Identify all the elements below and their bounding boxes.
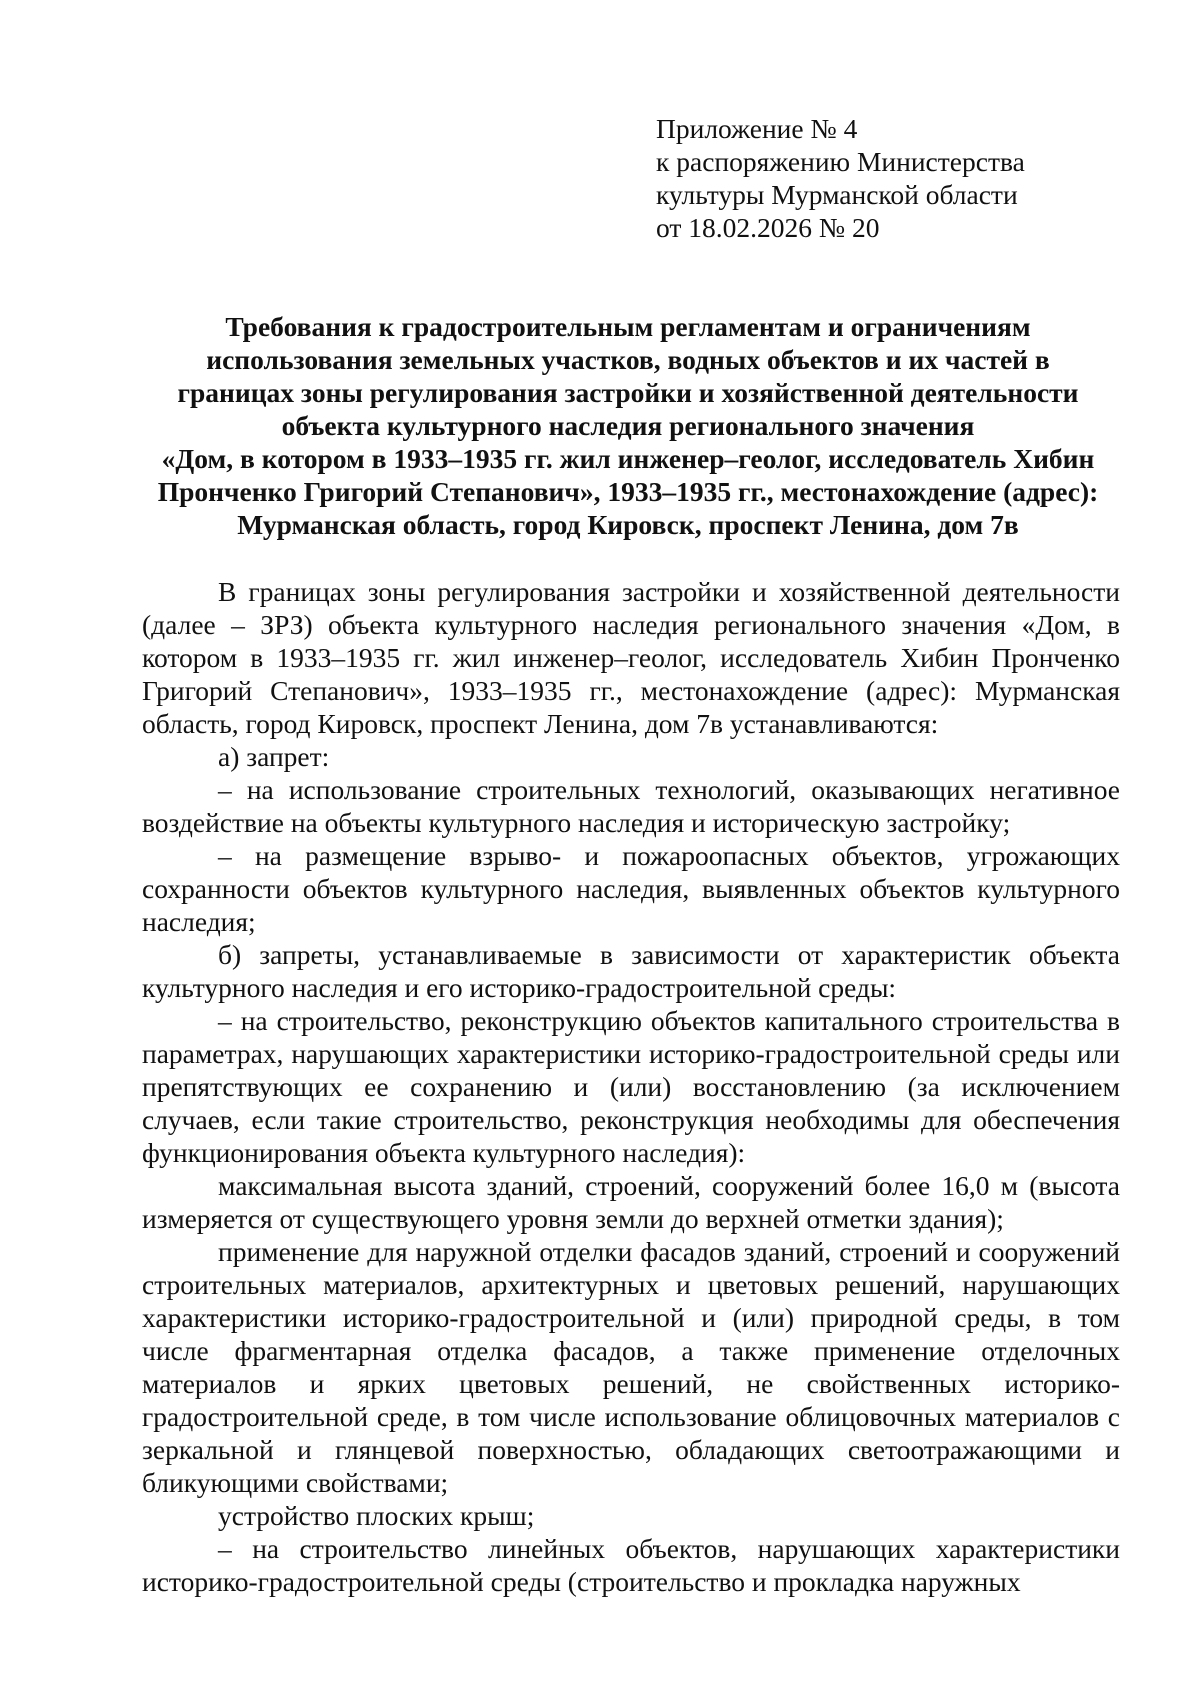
appendix-header bbox=[656, 112, 1025, 244]
body-paragraph: – на строительство линейных объектов, нарушающих характеристики историко-градостроительной среды (строительство и прокладка наружных bbox=[142, 1533, 1120, 1597]
body-paragraph: б) запреты, устанавливаемые в зависимости от характеристик объекта культурного наследия и его историко-градостроительной среды: bbox=[142, 939, 1120, 1003]
body-paragraph: – на использование строительных технологий, оказывающих негативное воздействие на объекты культурного наследия и историческую застройку; bbox=[142, 774, 1120, 838]
appendix-line: Приложение № 4 bbox=[656, 113, 858, 144]
title-line: Пронченко Григорий Степанович», 1933–1935 гг., местонахождение (адрес): bbox=[157, 476, 1099, 507]
document-title bbox=[136, 310, 1120, 541]
title-line: объекта культурного наследия регионального значения bbox=[281, 410, 975, 441]
body-paragraph: применение для наружной отделки фасадов зданий, строений и сооружений строительных материалов, архитектурных и цветовых решений, нарушающих характеристики историко-градостроительной и (или) природной среды, в том числе фрагментарная отделка фасадов, а также применение отделочных материалов и ярких цветовых решений, не свойственных историко-градостроительной среде, в том числе использование облицовочных материалов с зеркальной и глянцевой поверхностью, обладающих светоотражающими и бликующими свойствами; bbox=[142, 1236, 1120, 1498]
body-paragraph: – на строительство, реконструкцию объектов капитального строительства в параметрах, нарушающих характеристики историко-градостроительной среды или препятствующих ее сохранению и (или) восстановлению (за исключением случаев, если такие строительство, реконструкция необходимы для обеспечения функционирования объекта культурного наследия): bbox=[142, 1005, 1120, 1168]
appendix-line: к распоряжению Министерства bbox=[656, 146, 1025, 177]
title-line: «Дом, в котором в 1933–1935 гг. жил инженер–геолог, исследователь Хибин bbox=[161, 443, 1095, 474]
title-line: Мурманская область, город Кировск, проспект Ленина, дом 7в bbox=[237, 509, 1019, 540]
body-paragraph: – на размещение взрыво- и пожароопасных объектов, угрожающих сохранности объектов культурного наследия, выявленных объектов культурного наследия; bbox=[142, 840, 1120, 937]
body-paragraph: а) запрет: bbox=[218, 741, 330, 772]
body-paragraph: максимальная высота зданий, строений, сооружений более 16,0 м (высота измеряется от существующего уровня земли до верхней отметки здания); bbox=[142, 1170, 1120, 1234]
body-paragraph: устройство плоских крыш; bbox=[218, 1500, 535, 1531]
title-line: Требования к градостроительным регламентам и ограничениям bbox=[225, 311, 1031, 342]
document-body bbox=[142, 575, 1120, 1598]
body-paragraph: В границах зоны регулирования застройки и хозяйственной деятельности (далее – ЗРЗ) объекта культурного наследия регионального значения «Дом, в котором в 1933–1935 гг. жил инженер–геолог, исследователь Хибин Пронченко Григорий Степанович», 1933–1935 гг., местонахождение (адрес): Мурманская область, город Кировск, проспект Ленина, дом 7в устанавливаются: bbox=[142, 576, 1120, 739]
title-line: границах зоны регулирования застройки и хозяйственной деятельности bbox=[177, 377, 1079, 408]
appendix-line: культуры Мурманской области bbox=[656, 179, 1018, 210]
title-line: использования земельных участков, водных объектов и их частей в bbox=[206, 344, 1050, 375]
appendix-line: от 18.02.2026 № 20 bbox=[656, 212, 880, 243]
